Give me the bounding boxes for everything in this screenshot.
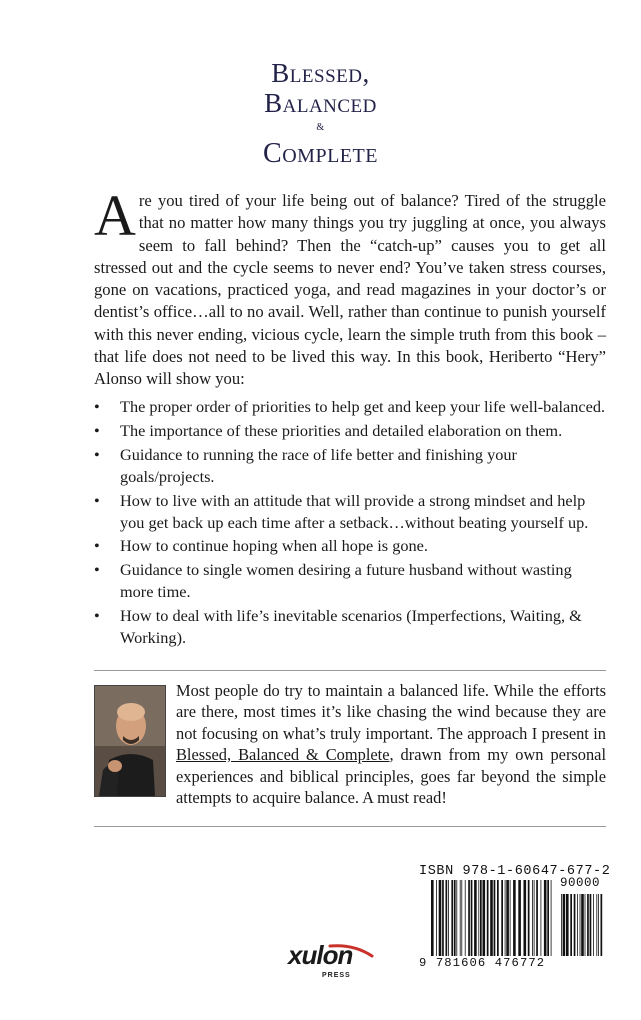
divider-rule-2 (94, 826, 606, 827)
barcode-bar (487, 880, 489, 956)
barcode-bar (506, 880, 509, 956)
barcode-bar (577, 894, 578, 956)
barcode-bar (570, 894, 572, 956)
barcode-bar (544, 880, 547, 956)
list-item: • How to live with an attitude that will provide a strong mindset and help you get back up each time after a setback…without beating yourself up. (94, 490, 606, 534)
barcode-bar (534, 880, 535, 956)
barcode-bar (465, 880, 466, 956)
barcode-bar (585, 894, 586, 956)
list-item: • Guidance to single women desiring a future husband without wasting more time. (94, 559, 606, 603)
barcode-bar (483, 880, 486, 956)
barcode-bar (474, 880, 477, 956)
barcode-bar (454, 880, 456, 956)
barcode-bar (448, 880, 449, 956)
barcode-bar (536, 880, 538, 956)
list-item: • How to continue hoping when all hope is gone. (94, 535, 606, 557)
barcode-bar (513, 880, 516, 956)
barcode-bar (598, 894, 599, 956)
title-ampersand: & (316, 122, 325, 133)
barcode-bar (501, 880, 503, 956)
publisher-name: xulon (288, 940, 353, 970)
barcode-bar (490, 880, 493, 956)
list-item: • The importance of these priorities and detailed elaboration on them. (94, 420, 606, 442)
barcode-bar (436, 880, 437, 956)
barcode-bar (442, 880, 444, 956)
benefits-list (94, 396, 606, 651)
barcode-bar (461, 880, 462, 956)
barcode-bar (510, 880, 511, 956)
barcode-bar (456, 880, 457, 956)
intro-text: re you tired of your life being out of balance? Tired of the struggle that no matter how many things you try juggling at once, you always seem to fall behind? Then the “catch-up” causes you to get all stressed out and the cycle seems to never end? You’ve taken stress courses, gone on vacations, practiced yoga, and read magazines in your doctor’s or dentist’s office…all to no avail. Well, rather than continue to punish yourself with this never ending, vicious cycle, learn the simple truth from this book – that life does not need to be lived this way. In this book, Heriberto “Hery” Alonso will show you: (94, 191, 606, 389)
barcode-bar (505, 880, 506, 956)
title-line-3: Complete (263, 138, 378, 169)
barcode-bar (439, 880, 442, 956)
list-item: • Guidance to running the race of life better and finishing your goals/projects. (94, 444, 606, 488)
barcode-bar (601, 894, 603, 956)
barcode-bar (528, 880, 530, 956)
barcode-bar (494, 880, 496, 956)
barcode-bar (590, 894, 592, 956)
barcode-bar (471, 880, 473, 956)
intro-paragraph (94, 183, 606, 391)
author-photo (94, 685, 166, 797)
barcode-bar (524, 880, 527, 956)
title-line-1: Blessed, (271, 58, 370, 88)
closing-paragraph (176, 680, 606, 808)
isbn-barcode (419, 880, 605, 968)
barcode-bar (431, 880, 434, 956)
barcode-bar (581, 894, 584, 956)
list-item: • How to deal with life’s inevitable scenarios (Imperfections, Waiting, & Working). (94, 605, 606, 649)
closing-text-start: Most people do try to maintain a balanced life. While the efforts are there, most times it’s like chasing the wind because they are not focusing on what’s truly important. The approach I present in (176, 681, 606, 743)
barcode-bar (547, 880, 549, 956)
barcode-bar (541, 880, 542, 956)
list-item: • The proper order of priorities to help get and keep your life well-balanced. (94, 396, 606, 418)
title-line-2: Balanced (264, 88, 377, 118)
barcode-digits: 9 781606 476772 (419, 956, 546, 970)
barcode-bar (446, 880, 448, 956)
publisher-logo (280, 940, 380, 990)
closing-text-end: , drawn from my own personal experiences and biblical principles, goes far beyond the simple attempts to acquire balance. A must read! (176, 745, 606, 808)
barcode-bar (468, 880, 470, 956)
barcode-bar (596, 894, 597, 956)
publisher-press: PRESS (322, 972, 351, 979)
barcode-bar (561, 894, 562, 956)
barcode-bar (532, 880, 533, 956)
barcode-bar (460, 880, 461, 956)
isbn-label: ISBN 978-1-60647-677-2 (419, 864, 611, 879)
barcode-bar (566, 894, 569, 956)
book-title-reference: Blessed, Balanced & Complete (176, 745, 390, 765)
barcode-bar (593, 894, 594, 956)
barcode-bar (563, 894, 566, 956)
barcode-bar (478, 880, 479, 956)
author-portrait-illustration (95, 686, 165, 796)
barcode-bar (497, 880, 499, 956)
barcode-bar (587, 894, 589, 956)
barcode-addon-bars (561, 894, 603, 956)
barcode-bar (518, 880, 521, 956)
barcode-bar (451, 880, 453, 956)
barcode-bar (580, 894, 581, 956)
barcode-bar (574, 894, 576, 956)
barcode-bar (480, 880, 482, 956)
barcode-main-bars (431, 880, 553, 956)
divider-rule-1 (94, 670, 606, 671)
drop-cap: A (94, 183, 136, 248)
barcode-bar (551, 880, 552, 956)
price-addon-number: 90000 (560, 876, 601, 890)
